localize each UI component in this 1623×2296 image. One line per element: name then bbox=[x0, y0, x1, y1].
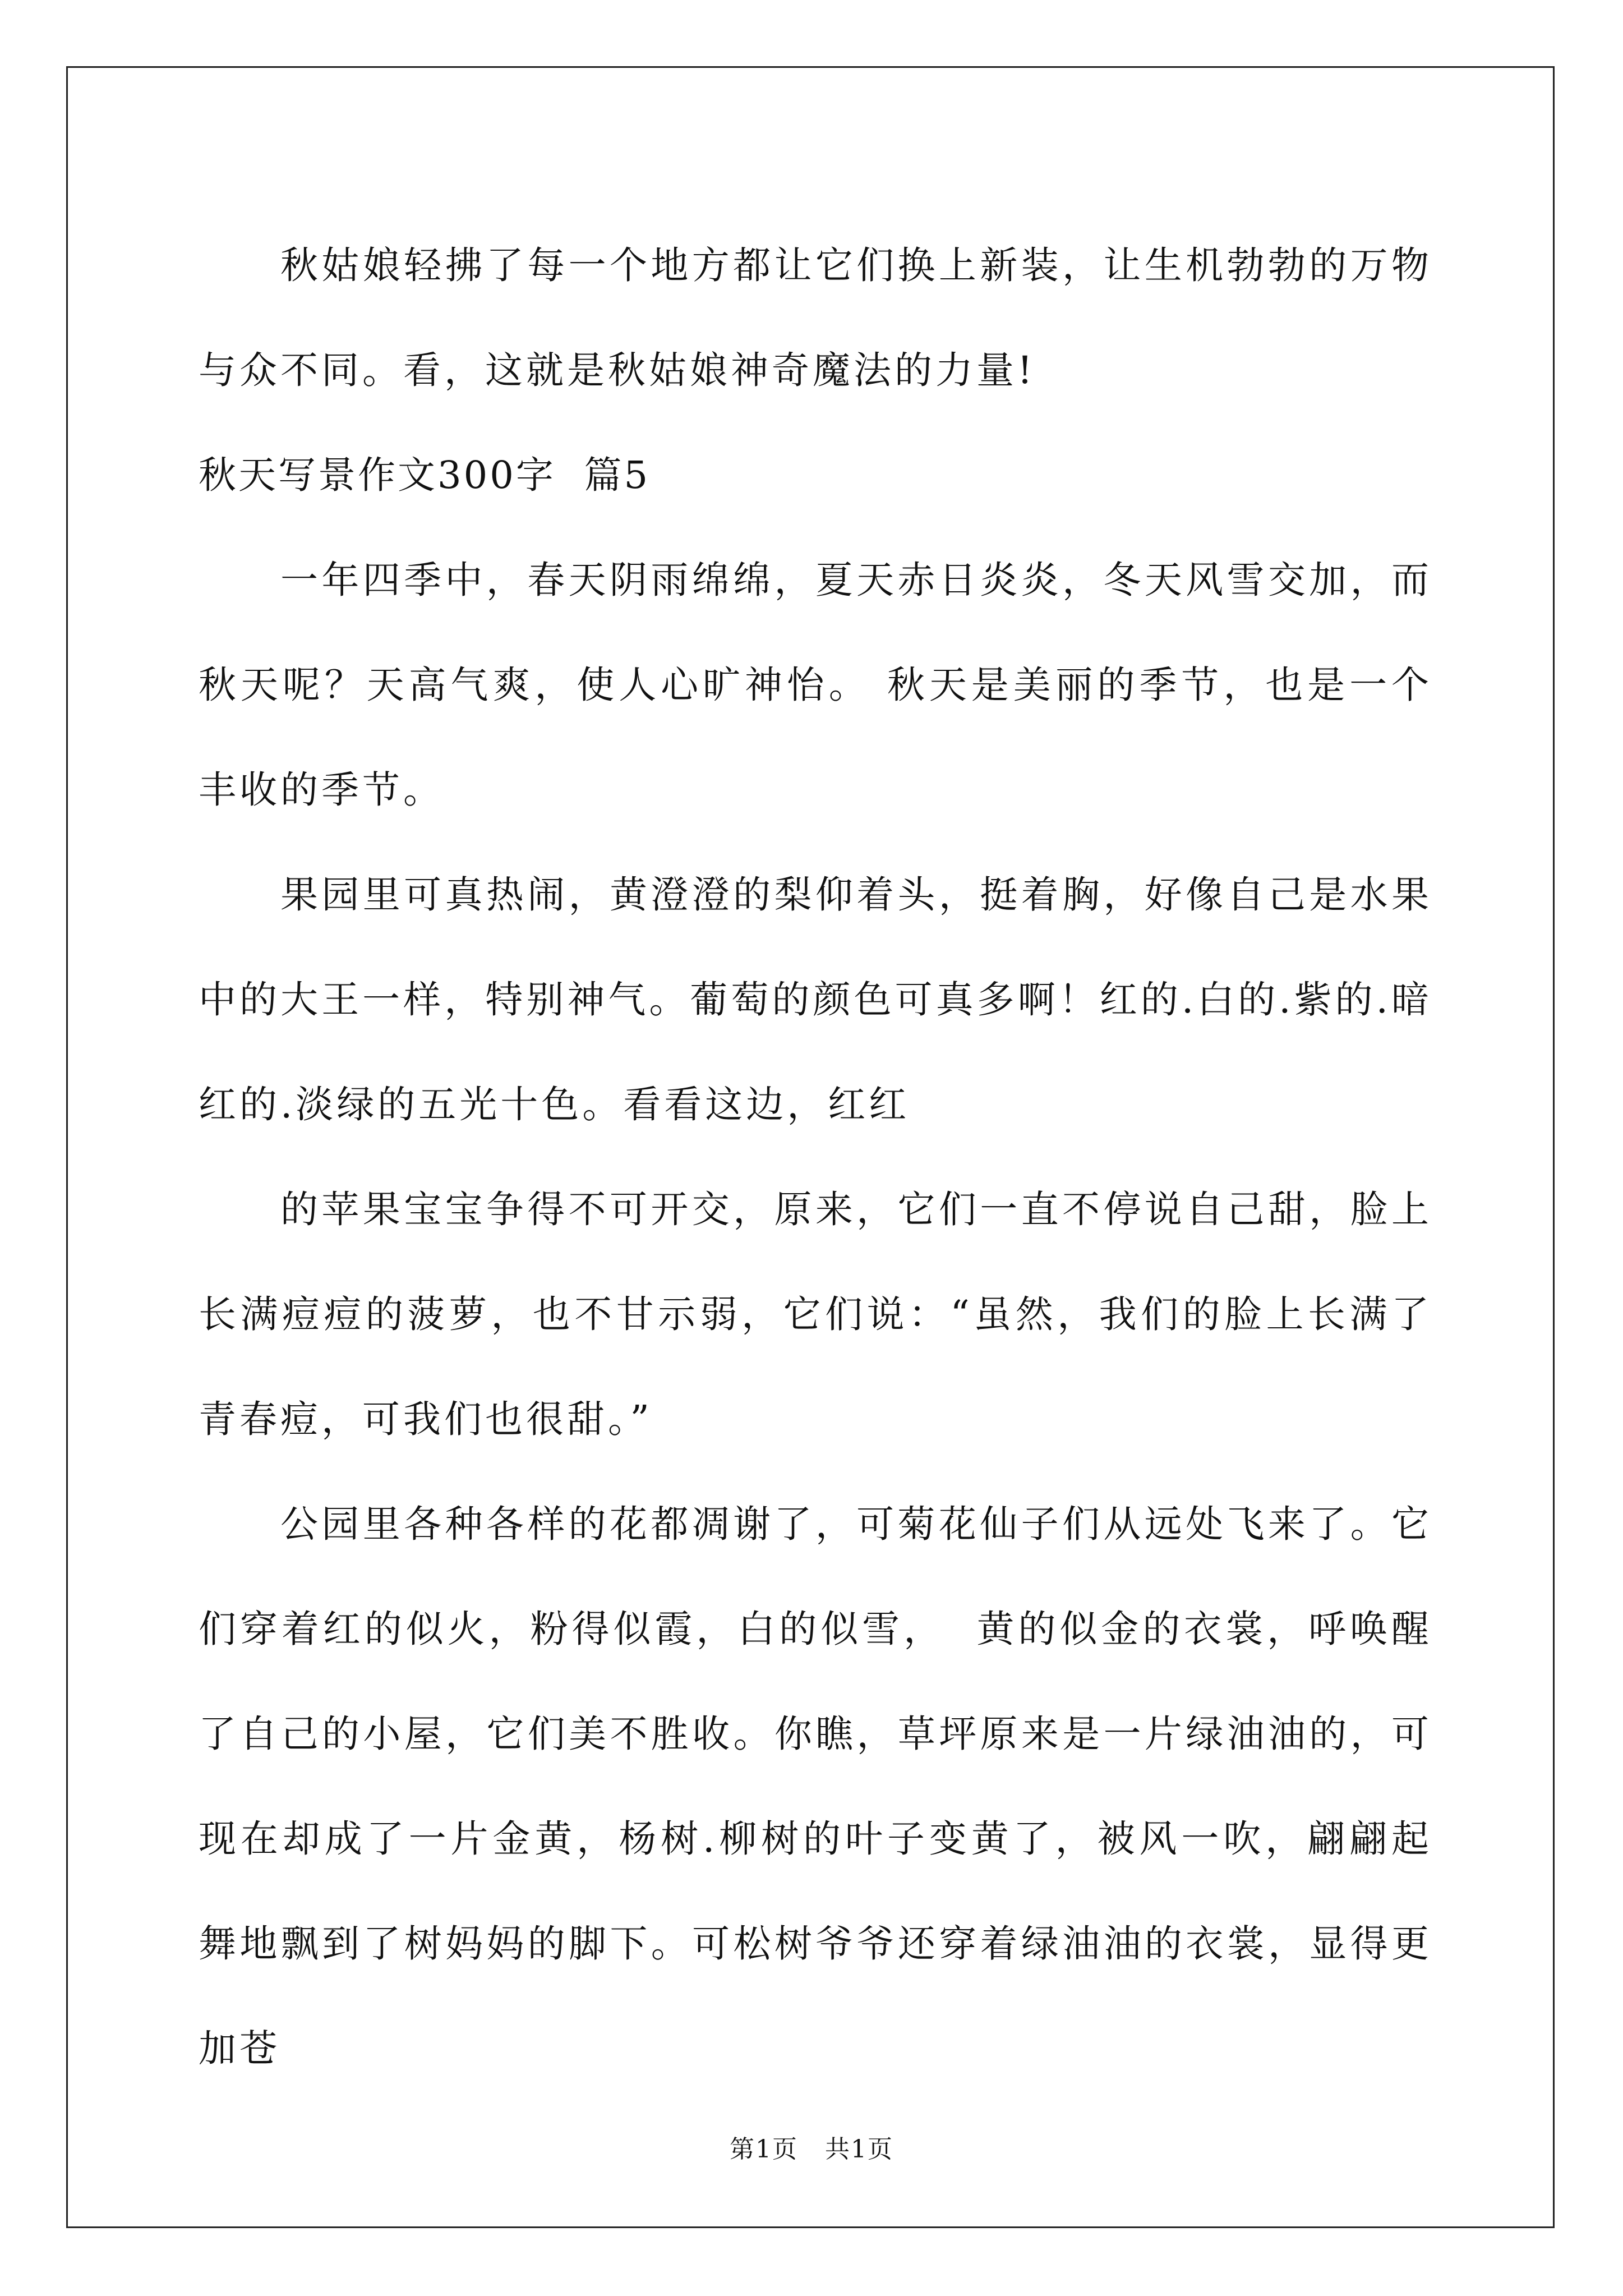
paragraph-5: 公园里各种各样的花都凋谢了，可菊花仙子们从远处飞来了。它们穿着红的似火，粉得似霞，白的似雪， 黄的似金的衣裳，呼唤醒了自己的小屋，它们美不胜收。你瞧，草坪原来是一片绿油油的，可现在却成了一片金黄，杨树.柳树的叶子变黄了，被风一吹，翩翩起舞地飘到了树妈妈的脚下。可松树爷爷还穿着绿油油的衣裳，显得更加苍 bbox=[199, 1502, 1432, 2070]
document-body bbox=[199, 213, 1432, 2101]
section-heading: 秋天写景作文300字 篇5 bbox=[199, 453, 651, 497]
paragraph-4: 的苹果宝宝争得不可开交，原来，它们一直不停说自己甜，脸上长满痘痘的菠萝，也不甘示弱，它们说：“虽然，我们的脸上长满了青春痘，可我们也很甜。” bbox=[199, 1188, 1432, 1441]
paragraph-3: 果园里可真热闹，黄澄澄的梨仰着头，挺着胸，好像自己是水果中的大王一样，特别神气。葡萄的颜色可真多啊！红的.白的.紫的.暗红的.淡绿的五光十色。看看这边，红红 bbox=[199, 873, 1432, 1126]
page-footer: 第1页 共1页 bbox=[730, 2135, 893, 2164]
paragraph-1: 秋姑娘轻拂了每一个地方都让它们换上新装，让生机勃勃的万物与众不同。看，这就是秋姑娘神奇魔法的力量! bbox=[199, 243, 1432, 392]
paragraph-2: 一年四季中，春天阴雨绵绵，夏天赤日炎炎，冬天风雪交加，而秋天呢？天高气爽，使人心旷神怡。 秋天是美丽的季节，也是一个丰收的季节。 bbox=[199, 558, 1432, 812]
